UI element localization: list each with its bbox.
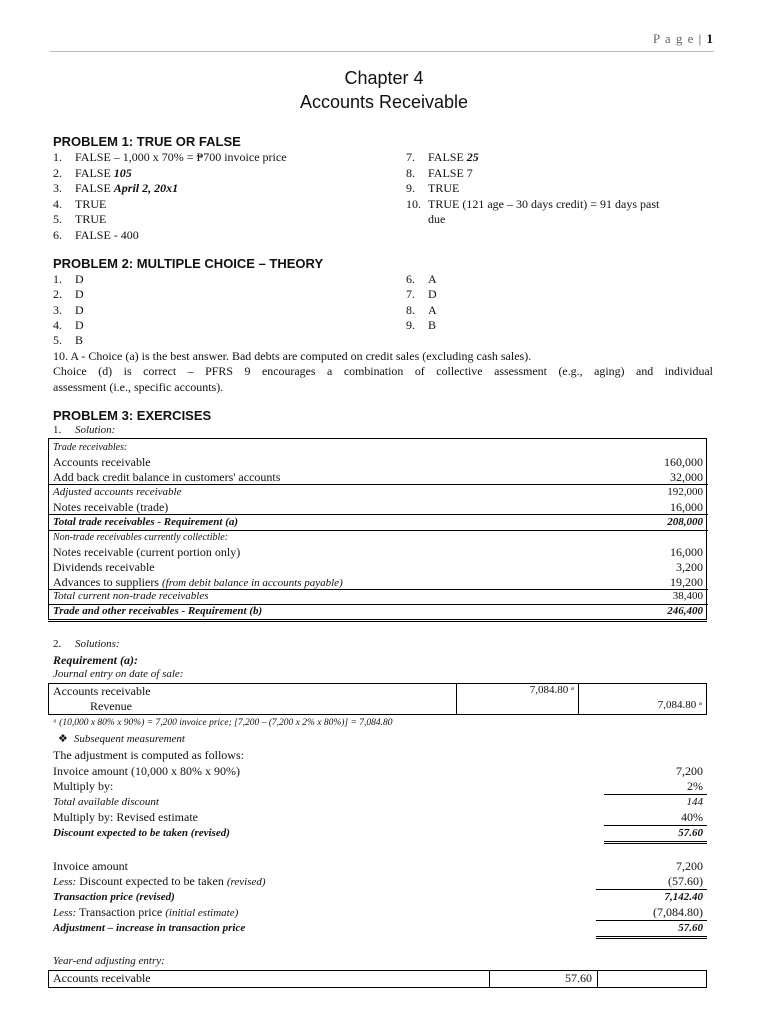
problem1-left-list — [53, 150, 383, 243]
footnote: ᵃ (10,000 x 80% x 90%) = 7,200 invoice price; [7,200 – (7,200 x 2% x 80%)] = 7,084.80 — [53, 718, 393, 728]
table-row: Add back credit balance in customers' accounts 32,000 — [53, 470, 703, 484]
chapter-subtitle: Accounts Receivable — [299, 92, 469, 112]
table-column-divider — [597, 970, 598, 988]
list-item: 1. FALSE – 1,000 x 70% = ₱700 invoice price — [53, 150, 287, 164]
table-row: Notes receivable (current portion only) 16,000 — [53, 545, 703, 559]
list-item: 2. D — [53, 287, 84, 302]
calc-row: Total available discount 144 — [53, 796, 703, 808]
problem2-heading: PROBLEM 2: MULTIPLE CHOICE – THEORY — [53, 256, 324, 271]
list-item: 1. D — [53, 272, 84, 286]
table-row: Total trade receivables - Requirement (a) 208,000 — [53, 516, 703, 528]
calc-row: Adjustment – increase in transaction price 57.60 — [53, 922, 703, 934]
problem2-right-list — [406, 272, 706, 333]
table-row: Notes receivable (trade) 16,000 — [53, 500, 703, 514]
list-item: 3. D — [53, 302, 84, 317]
problem1-right-list — [406, 150, 714, 228]
journal-label: Journal entry on date of sale: — [53, 668, 184, 680]
problem1-heading: PROBLEM 1: TRUE OR FALSE — [53, 134, 241, 149]
yearend-amount: 57.60 — [565, 971, 592, 985]
header-rule — [50, 51, 714, 52]
list-item: 8. FALSE 7 — [406, 165, 473, 180]
list-item: 6. FALSE - 400 — [53, 227, 139, 242]
problem2-item10: 10. A - Choice (a) is the best answer. Bad debts are computed on credit sales (excluding cash sales). — [53, 349, 532, 363]
subsequent-measurement: ❖ Subsequent measurement — [58, 733, 185, 745]
table-divider — [48, 987, 707, 988]
chapter-title: Chapter 4 — [344, 68, 424, 88]
calc-row: Discount expected to be taken (revised) 57.60 — [53, 827, 703, 839]
table-row: Dividends receivable 3,200 — [53, 560, 703, 574]
list-item: 4. D — [53, 317, 84, 332]
calc-row: Less: Transaction price (initial estimate) (7,084.80) — [53, 905, 703, 919]
yearend-label: Year-end adjusting entry: — [53, 955, 165, 967]
calc-row: Multiply by: Revised estimate 40% — [53, 810, 703, 824]
list-item: 3. FALSE April 2, 20x1 — [53, 181, 179, 195]
problem2-left-list — [53, 272, 383, 348]
adjustment-intro: The adjustment is computed as follows: — [53, 748, 244, 762]
yearend-account: Accounts receivable — [53, 971, 151, 985]
list-item: 9. TRUE — [406, 181, 460, 195]
solution2-label: 2. Solutions: — [53, 638, 120, 650]
double-underline — [48, 621, 707, 622]
table-row: Trade and other receivables - Requirement (b) 246,400 — [53, 605, 703, 617]
problem2-note-line2: assessment (i.e., specific accounts). — [53, 380, 224, 394]
list-item: 5. TRUE — [53, 212, 107, 226]
table-row: Accounts receivable 160,000 — [53, 455, 703, 469]
diamond-bullet-icon: ❖ — [58, 733, 68, 745]
list-item: 10. TRUE (121 age – 30 days credit) = 91 days past — [406, 196, 660, 211]
journal-debit-account: Accounts receivable — [53, 684, 151, 698]
journal-credit-account: Revenue — [90, 699, 132, 713]
double-underline — [604, 841, 707, 842]
page-separator: | — [698, 31, 703, 46]
table-row: Advances to suppliers (from debit balance in accounts payable) 19,200 — [53, 575, 703, 589]
double-underline — [596, 936, 707, 937]
list-item: 6. A — [406, 272, 437, 286]
calc-row: Less: Discount expected to be taken (revised) (57.60) — [53, 874, 703, 888]
journal-debit-amount: 7,084.80 ᵃ — [529, 684, 574, 696]
list-item: 2. FALSE 105 — [53, 165, 132, 180]
list-item: 7. FALSE 25 — [406, 150, 479, 164]
table-row: Trade receivables: — [53, 442, 128, 453]
calc-row: Multiply by: 2% — [53, 779, 703, 793]
table-row: Total current non-trade receivables 38,400 — [53, 590, 703, 602]
list-item: 4. TRUE — [53, 196, 107, 211]
page-header — [653, 31, 714, 47]
journal-credit-amount: 7,084.80 ᵃ — [657, 699, 702, 711]
solution1-label: 1. Solution: — [53, 424, 116, 436]
table-row: Non-trade receivables currently collectible: — [53, 532, 229, 543]
list-item: 7. D — [406, 287, 437, 302]
table-row: Adjusted accounts receivable 192,000 — [53, 486, 703, 498]
calc-row: Transaction price (revised) 7,142.40 — [53, 891, 703, 903]
page-number: 1 — [706, 31, 714, 46]
list-item: 9. B — [406, 317, 437, 332]
problem2-note-line1: Choice (d) is correct – PFRS 9 encourages a combination of collective assessment (e.g., aging) and individual — [53, 364, 713, 378]
list-item-continuation: due — [428, 212, 446, 226]
list-item: 5. B — [53, 333, 84, 348]
requirement-a: Requirement (a): — [53, 653, 138, 667]
list-item: 8. A — [406, 302, 437, 317]
problem3-heading: PROBLEM 3: EXERCISES — [53, 408, 212, 423]
calc-row: Invoice amount 7,200 — [53, 859, 703, 873]
calc-row: Invoice amount (10,000 x 80% x 90%) 7,200 — [53, 764, 703, 778]
double-underline — [604, 843, 707, 844]
double-underline — [596, 938, 707, 939]
page-label: P a g e — [652, 31, 695, 46]
